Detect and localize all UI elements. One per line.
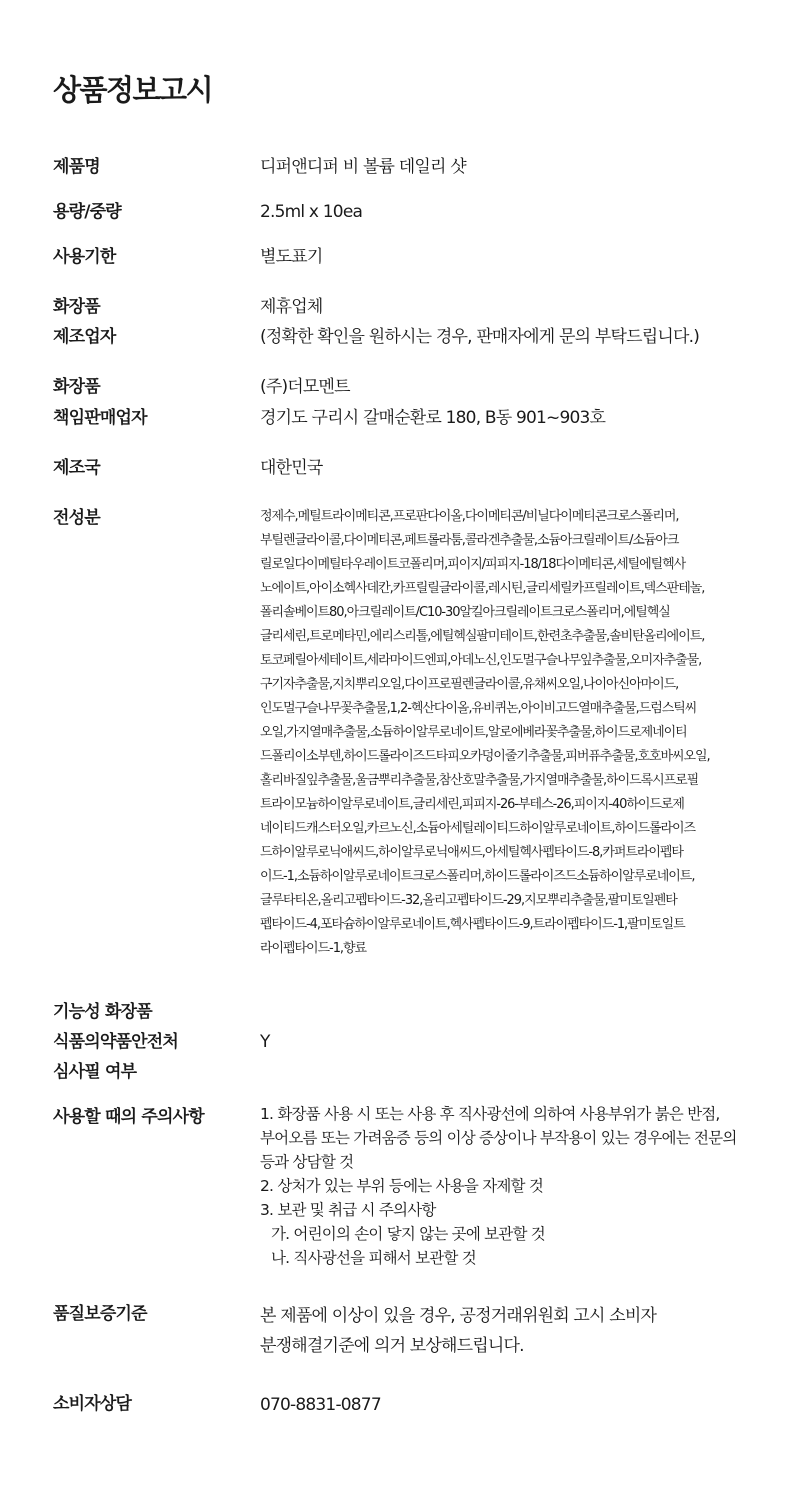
seller-value-line1: (주)더모멘트 [260,377,350,397]
manufacturer-value-line2: (정확한 확인을 원하시는 경우, 판매자에게 문의 부탁드립니다.) [260,327,700,347]
ingredients-list [260,505,780,961]
ingredients-line: 릴로일다이메틸타우레이트코폴리머,피이지/피피지-18/18다이메티콘,세틸에틸헥사 [260,557,686,572]
manufacturer-label-line2: 제조업자 [53,327,116,347]
country-value: 대한민국 [260,458,323,478]
product-name-label: 제품명 [53,157,100,177]
capacity-value: 2.5ml x 10ea [260,202,363,222]
quality-label: 품질보증기준 [53,1304,147,1324]
consumer-label: 소비자상담 [53,1394,132,1414]
caution-sub-line: 가. 어린이의 손이 닿지 않는 곳에 보관할 것 [271,1225,545,1243]
caution-line: 3. 보관 및 취급 시 주의사항 [260,1201,436,1219]
seller-label-line1: 화장품 [53,377,100,397]
ingredients-line: 부틸렌글라이콜,다이메티콘,페트롤라툼,콜라겐추출물,소듐아크릴레이트/소듐아크 [260,533,679,548]
functional-label-line2: 식품의약품안전처 [53,1032,178,1052]
ingredients-line: 펩타이드-4,포타슘하이알루로네이트,헥사펩타이드-9,트라이펩타이드-1,팔미토일트 [260,917,685,932]
ingredients-line: 인도멀구슬나무꽃추출물,1,2-헥산다이올,유비퀴논,아이비고드열매추출물,드럼스틱씨 [260,701,697,716]
ingredients-line: 드폴리이소부텐,하이드롤라이즈드타피오카덩이줄기추출물,피버퓨추출물,호호바씨오일, [260,749,710,764]
functional-value: Y [260,1032,270,1052]
ingredients-line: 네이티드캐스터오일,카르노신,소듐아세틸레이티드하이알루로네이트,하이드롤라이즈 [260,821,696,836]
capacity-label: 용량/중량 [53,202,121,222]
ingredients-line: 노에이트,아이소헥사데칸,카프릴릴글라이콜,레시틴,글리세릴카프릴레이트,덱스판테놀, [260,581,705,596]
page-title: 상품정보고시 [53,73,213,107]
manufacturer-value-line1: 제휴업체 [260,297,323,317]
cautions-list [260,1102,737,1270]
manufacturer-label-line1: 화장품 [53,297,100,317]
ingredients-line: 이드-1,소듐하이알루로네이트크로스폴리머,하이드롤라이즈드소듐하이알루로네이트, [260,869,695,884]
functional-label-line3: 심사필 여부 [53,1062,137,1082]
product-name-value: 디퍼앤디퍼 비 볼륨 데일리 샷 [260,157,466,177]
ingredients-label: 전성분 [53,508,100,528]
caution-line: 등과 상담할 것 [260,1153,354,1171]
seller-value-line2: 경기도 구리시 갈매순환로 180, B동 901~903호 [260,408,606,428]
seller-label-line2: 책임판매업자 [53,408,147,428]
caution-line: 2. 상처가 있는 부위 등에는 사용을 자제할 것 [260,1177,544,1195]
country-label: 제조국 [53,458,100,478]
quality-value-line2: 분쟁해결기준에 의거 보상해드립니다. [260,1336,524,1356]
caution-sub-line: 나. 직사광선을 피해서 보관할 것 [271,1249,476,1267]
expiry-value: 별도표기 [260,247,323,267]
ingredients-line: 글루타티온,올리고펩타이드-32,올리고펩타이드-29,지모뿌리추출물,팔미토일펜타 [260,893,677,908]
ingredients-line: 홀리바질잎추출물,울금뿌리추출물,참산호말추출물,가지열매추출물,하이드록시프로필 [260,773,699,788]
cautions-label: 사용할 때의 주의사항 [53,1107,204,1127]
ingredients-line: 구기자추출물,지치뿌리오일,다이프로필렌글라이콜,유채씨오일,나이아신아마이드, [260,677,679,692]
quality-value-line1: 본 제품에 이상이 있을 경우, 공정거래위원회 고시 소비자 [260,1306,657,1326]
caution-line: 1. 화장품 사용 시 또는 사용 후 직사광선에 의하여 사용부위가 붉은 반점, [260,1105,720,1123]
ingredients-line: 라이펩타이드-1,향료 [260,941,367,956]
functional-label-line1: 기능성 화장품 [53,1002,152,1022]
ingredients-line: 트라이모늄하이알루로네이트,글리세린,피피지-26-부테스-26,피이지-40하이드로제 [260,797,684,812]
ingredients-line: 오일,가지열매추출물,소듐하이알루로네이트,알로에베라꽃추출물,하이드로제네이티 [260,725,687,740]
consumer-value: 070-8831-0877 [260,1395,381,1415]
ingredients-line: 토코페릴아세테이트,세라마이드엔피,아데노신,인도멀구슬나무잎추출물,오미자추출물, [260,653,702,668]
ingredients-line: 정제수,메틸트라이메티콘,프로판다이올,다이메티콘/비닐다이메티콘크로스폴리머, [260,509,679,524]
expiry-label: 사용기한 [53,247,116,267]
caution-line: 부어오름 또는 가려움증 등의 이상 증상이나 부작용이 있는 경우에는 전문의 [260,1129,737,1147]
ingredients-line: 폴리솔베이트80,아크릴레이트/C10-30알킬아크릴레이트크로스폴리머,에틸헥실 [260,605,670,620]
ingredients-line: 글리세린,트로메타민,에리스리톨,에틸헥실팔미테이트,한련초추출물,솔비탄올리에이트, [260,629,705,644]
ingredients-line: 드하이알루로닉애씨드,하이알루로닉애씨드,아세틸헥사펩타이드-8,카퍼트라이펩타 [260,845,683,860]
